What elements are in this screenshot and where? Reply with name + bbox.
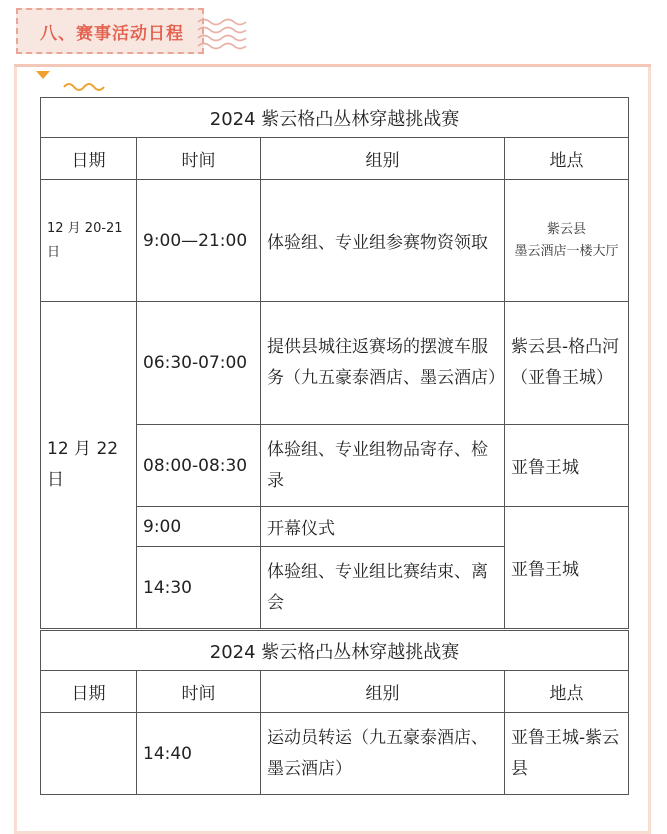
- header-group: 组别: [261, 671, 505, 713]
- date-cell: [41, 713, 137, 795]
- date-cell: 12 月 20-21 日: [41, 180, 137, 302]
- venue-line: 墨云酒店一楼大厅: [514, 243, 619, 259]
- venue-cell: 亚鲁王城-紫云县: [505, 713, 629, 795]
- frame-top-border: [14, 64, 651, 67]
- table-row: [41, 180, 629, 302]
- group-cell: 体验组、专业组物品寄存、检录: [261, 425, 505, 507]
- header-venue: 地点: [505, 671, 629, 713]
- group-cell: 提供县城往返赛场的摆渡车服务（九五豪泰酒店、墨云酒店）: [261, 302, 505, 425]
- table-title: 2024 紫云格凸丛林穿越挑战赛: [41, 98, 629, 138]
- group-cell: 体验组、专业组比赛结束、离会: [261, 547, 505, 629]
- triangle-marker-icon: [36, 71, 50, 79]
- wave-decoration-icon: [62, 80, 110, 92]
- venue-cell: 紫云县-格凸河（亚鲁王城）: [505, 302, 629, 425]
- header-time: 时间: [137, 671, 261, 713]
- venue-line: 紫云县: [547, 221, 587, 237]
- group-cell: 开幕仪式: [261, 507, 505, 547]
- section-title: 八、赛事活动日程: [40, 23, 184, 44]
- time-cell: 14:40: [137, 713, 261, 795]
- time-cell: 08:00-08:30: [137, 425, 261, 507]
- schedule-table-1: [40, 97, 629, 629]
- time-cell: 9:00—21:00: [137, 180, 261, 302]
- time-cell: 9:00: [137, 507, 261, 547]
- venue-cell: 亚鲁王城: [505, 507, 629, 629]
- table-title: 2024 紫云格凸丛林穿越挑战赛: [41, 631, 629, 671]
- time-cell: 06:30-07:00: [137, 302, 261, 425]
- header-date: 日期: [41, 138, 137, 180]
- header-group: 组别: [261, 138, 505, 180]
- header-time: 时间: [137, 138, 261, 180]
- group-cell: 运动员转运（九五豪泰酒店、墨云酒店）: [261, 713, 505, 795]
- header-date: 日期: [41, 671, 137, 713]
- group-cell: 体验组、专业组参赛物资领取: [261, 180, 505, 302]
- venue-cell: 亚鲁王城: [505, 425, 629, 507]
- table-row: [41, 302, 629, 425]
- table-row: [41, 713, 629, 795]
- header-venue: 地点: [505, 138, 629, 180]
- postmark-wave-icon: [196, 14, 250, 50]
- date-cell: 12 月 22 日: [41, 302, 137, 629]
- schedule-table-2: [40, 630, 629, 795]
- section-heading: [16, 8, 204, 54]
- venue-cell: [505, 180, 629, 302]
- time-cell: 14:30: [137, 547, 261, 629]
